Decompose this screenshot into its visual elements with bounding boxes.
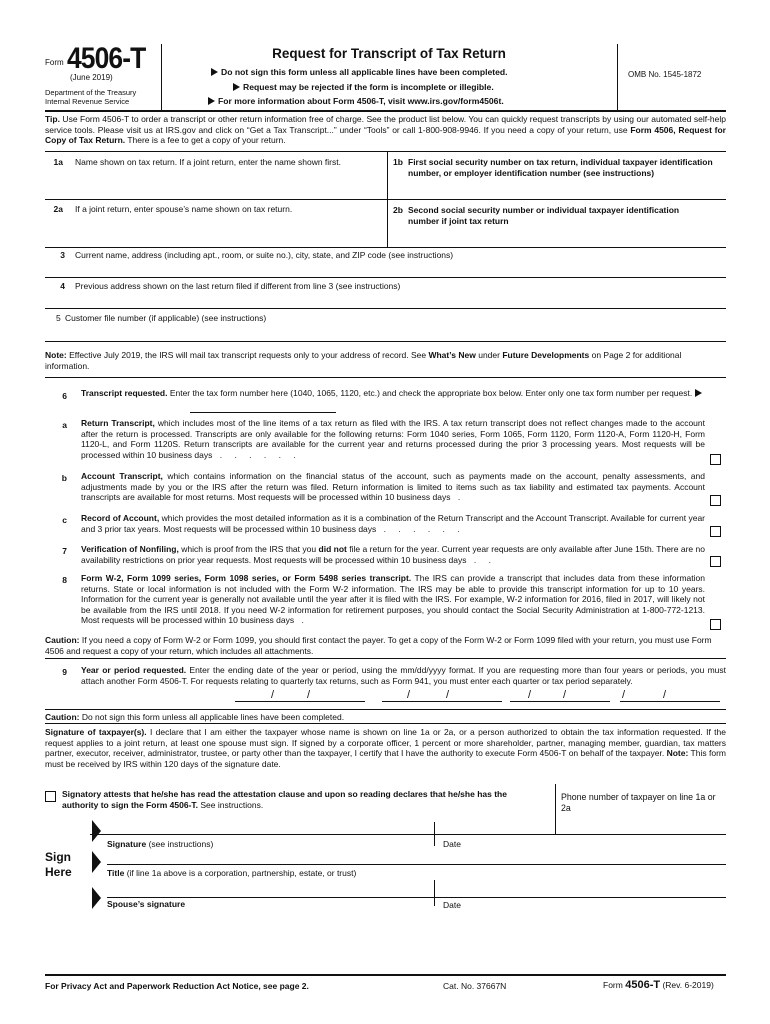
line-4-label: Previous address shown on the last return filed if different from line 3 (see instructions)	[75, 281, 401, 291]
period-2-input[interactable]	[382, 689, 502, 702]
line-1a-label: Name shown on tax return. If a joint return, enter the name shown first.	[75, 157, 341, 167]
signature-note-label: Note:	[666, 748, 689, 759]
spouse-date-input[interactable]	[443, 910, 723, 924]
line-6-text	[81, 388, 726, 399]
signature-note-text: This form must be received by IRS within 120 days of the signature date.	[45, 748, 726, 769]
line-9-number: 9	[62, 667, 67, 677]
form-page	[45, 44, 726, 1004]
nonfiling-label: Verification of Nonfiling,	[81, 544, 179, 554]
account-transcript-label: Account Transcript,	[81, 471, 163, 481]
signature-date-input[interactable]	[443, 822, 723, 836]
line-5-label: Customer file number (if applicable) (see instructions)	[65, 313, 267, 323]
attestation-tail: See instructions.	[198, 799, 264, 810]
date-slash: /	[622, 689, 626, 701]
year-period-body: Enter the ending date of the year or period, using the mm/dd/yyyy format. If you are requesting more than four years or periods, you must attach another Form 4506-T. For requests relating to quarterly tax returns, such as Form 941, you must enter each quarter or tax period separately.	[81, 665, 726, 686]
line-6b-text: Account Transcript, which contains information on the financial status of the account, such as payments made on the account, penalty assessments, and adjustments made by you or the IRS after the return was filed. Return information is limited to items such as tax liability and estimated tax payments. Account transcripts are available for most returns. Most requests will be processed within 10 business days .	[81, 471, 705, 503]
w2-transcript-checkbox[interactable]	[710, 619, 721, 630]
line-1a-input[interactable]	[75, 182, 385, 198]
date-slash: /	[307, 689, 311, 701]
line-6a-letter: a	[62, 420, 67, 430]
note-label: Note:	[45, 350, 67, 360]
line-1b-input[interactable]	[393, 182, 723, 198]
note-mid: under	[475, 350, 503, 360]
line-6-number: 6	[62, 391, 67, 401]
attestation-bold: Signatory attests that he/she has read the attestation clause and upon so reading declares that he/she has the authority to sign the Form 4506-T.	[62, 789, 507, 810]
nonfiling-body-2: file a return for the year. Current year requests are only available after June 15th. There are no availability restrictions on prior year requests. Most requests will be processed within 10 business days	[81, 544, 706, 565]
signature-arrow-icon	[92, 820, 101, 842]
instruction-bullet-3	[208, 96, 504, 106]
caution-sign-line	[45, 712, 344, 722]
signature-caption	[107, 839, 213, 849]
sign-here-label	[45, 850, 72, 880]
attestation-checkbox[interactable]	[45, 791, 56, 802]
note-paragraph	[45, 350, 726, 371]
tip-paragraph	[45, 114, 726, 146]
instruction-bullet-2	[233, 82, 494, 92]
line-6-body: Enter the tax form number here (1040, 1065, 1120, etc.) and check the appropriate box below. Enter only one tax form number per request.	[167, 388, 693, 398]
line-8-number: 8	[62, 575, 67, 585]
period-4-input[interactable]	[620, 689, 720, 702]
omb-number: OMB No. 1545-1872	[628, 70, 702, 79]
line-9-text	[81, 665, 726, 686]
form-revision: (June 2019)	[70, 73, 113, 82]
form-number: 4506-T	[67, 42, 146, 75]
title-caption-tail: (if line 1a above is a corporation, partnership, estate, or trust)	[124, 868, 357, 878]
signature-declaration	[45, 727, 726, 769]
line-6c-letter: c	[62, 515, 67, 525]
account-transcript-body: which contains information on the financial status of the account, such as payments made on the account, penalty assessments, and adjustments made by you or the IRS after the return was filed. Return information is limited to items such as tax liability and estimated tax payments. Account transcripts are available for most returns. Most requests will be processed within 10 business days	[81, 471, 705, 503]
arrow-icon	[695, 389, 702, 397]
line-4-input[interactable]	[75, 293, 723, 307]
line-3-input[interactable]	[75, 262, 723, 276]
footer-form-number: 4506-T	[625, 979, 661, 991]
line-5-input[interactable]	[75, 325, 723, 339]
line-3-number: 3	[60, 250, 65, 260]
caution-w2-paragraph	[45, 635, 726, 656]
arrow-icon	[211, 68, 218, 76]
tip-tail: There is a fee to get a copy of your return.	[125, 135, 286, 146]
account-transcript-checkbox[interactable]	[710, 495, 721, 506]
note-whats-new: What’s New	[428, 350, 476, 360]
line-1a-number: 1a	[53, 157, 63, 167]
date-slash: /	[446, 689, 450, 701]
return-transcript-checkbox[interactable]	[710, 454, 721, 465]
tip-label: Tip.	[45, 114, 60, 124]
footer-form-id	[603, 979, 714, 991]
signature-caption-tail: (see instructions)	[146, 839, 214, 849]
note-tail: on Page 2 for additional information.	[45, 350, 682, 371]
date-slash: /	[663, 689, 667, 701]
line-2b-label: Second social security number or individual taxpayer identification number if joint tax return	[408, 205, 680, 226]
w2-transcript-label: Form W-2, Form 1099 series, Form 1098 series, or Form 5498 series transcript.	[81, 573, 412, 583]
line-3-label: Current name, address (including apt., room, or suite no.), city, state, and ZIP code (see instructions)	[75, 250, 454, 260]
line-4-number: 4	[60, 281, 65, 291]
spouse-signature-caption: Spouse’s signature	[107, 899, 186, 909]
line-2b-number: 2b	[393, 205, 403, 215]
signature-label: Signature of taxpayer(s).	[45, 727, 147, 737]
note-text: Effective July 2019, the IRS will mail tax transcript requests only to your address of record. See	[66, 350, 429, 360]
line-6b-letter: b	[61, 473, 67, 483]
date-slash: /	[407, 689, 411, 701]
line-2a-number: 2a	[53, 204, 63, 214]
line-7-text: Verification of Nonfiling, which is proof from the IRS that you did not file a return for the year. Current year requests are only available after June 15th. There are no availability restrictions on prior year requests. Most requests will be processed within 10 business days . .	[81, 544, 706, 565]
return-transcript-body: which includes most of the line items of a tax return as filed with the IRS. A tax return transcript does not reflect changes made to the account after the return is processed. Transcripts are only available for the following returns: Form 1040 series, Form 1065, Form 1120, Form 1120-A, Form 1120-H, Form 1120-L, and Form 1120S. Return transcripts are available for the current year and returns processed during the prior 3 processing years. Most requests will be processed within 10 business days	[81, 418, 705, 460]
line-2b-input[interactable]	[393, 227, 723, 243]
bullet-1-text: Do not sign this form unless all applicable lines have been completed.	[221, 67, 508, 77]
nonfiling-body-1: which is proof from the IRS that you	[178, 544, 319, 554]
bullet-2-text: Request may be rejected if the form is incomplete or illegible.	[243, 82, 494, 92]
caution-label: Caution:	[45, 635, 80, 645]
signature-word: Signature	[107, 839, 147, 849]
phone-number-label: Phone number of taxpayer on line 1a or 2a	[561, 792, 716, 813]
instruction-bullet-1	[211, 67, 508, 77]
caution-text: Do not sign this form unless all applicable lines have been completed.	[79, 712, 345, 722]
form-word: Form	[45, 58, 64, 67]
title-arrow-icon	[92, 851, 101, 873]
catalog-number: Cat. No. 37667N	[443, 981, 507, 991]
signature-text: I declare that I am either the taxpayer whose name is shown on line 1a or 2a, or a person authorized to obtain the tax information requested. If the request applies to a joint return, at least one spouse must sign. If signed by a corporate officer, 1 percent or more shareholder, partner, managing member, guardian, tax matters partner, executor, receiver, administrator, trustee, or party other than the taxpayer, I certify that I have the authority to execute Form 4506-T on behalf of the taxpayer.	[45, 727, 726, 759]
record-of-account-checkbox[interactable]	[710, 526, 721, 537]
sign-word: Sign	[45, 850, 71, 864]
spouse-arrow-icon	[92, 887, 101, 909]
here-word: Here	[45, 865, 72, 879]
line-1b-label: First social security number on tax return, individual taxpayer identification number, or employer identification number (see instructions)	[408, 157, 713, 178]
bullet-3-text: For more information about Form 4506-T, visit www.irs.gov/form4506t.	[218, 96, 504, 106]
caution-text: If you need a copy of Form W-2 or Form 1099, you should first contact the payer. To get a copy of the Form W-2 or Form 1099 filed with your return, you must use Form 4506 and request a copy of your return, which includes all attachments.	[45, 635, 712, 656]
form-title: Request for Transcript of Tax Return	[272, 46, 506, 61]
line-6c-text: Record of Account, which provides the most detailed information as it is a combination of the Return Transcript and the Account Transcript. Available for current year and 3 prior tax years. Most requests will be processed within 10 business days . . . . . .	[81, 513, 706, 534]
w2-transcript-body: The IRS can provide a transcript that includes data from these information returns. State or local information is not included with the Form W-2 information. The IRS may be able to provide this transcript information for up to 10 years. Information for the current year is generally not available until the year after it is filed with the IRS. For example, W-2 information for 2016, filed in 2017, will likely not be available from the IRS until 2018. If you need W-2 information for retirement purposes, you should contact the Social Security Administration at 1-800-772-1213. Most requests will be processed within 10 business days	[81, 573, 705, 626]
tip-form-ref: Form 4506, Request for Copy of Tax Return.	[45, 124, 726, 146]
line-6a-text: Return Transcript, which includes most of the line items of a tax return as filed with the IRS. A tax return transcript does not reflect changes made to the account after the return is processed. Transcripts are only available for the following returns: Form 1040 series, Form 1065, Form 1120, Form 1120-A, Form 1120-H, Form 1120-L, and Form 1120S. Return transcripts are available for the current year and returns processed during the prior 3 processing years. Most requests will be processed within 10 business days . . . . . .	[81, 418, 705, 460]
attestation-text	[62, 789, 542, 810]
record-of-account-body: which provides the most detailed information as it is a combination of the Return Transcript and the Account Transcript. Available for current year and 3 prior tax years. Most requests will be processed within 10 business days	[81, 513, 706, 534]
title-caption	[107, 868, 356, 878]
period-1-input[interactable]	[235, 689, 365, 702]
return-transcript-label: Return Transcript,	[81, 418, 155, 428]
arrow-icon	[208, 97, 215, 105]
line-7-number: 7	[62, 546, 67, 556]
nonfiling-checkbox[interactable]	[710, 556, 721, 567]
line-2a-input[interactable]	[75, 227, 385, 243]
spouse-signature-input[interactable]	[107, 910, 432, 924]
caution-label: Caution:	[45, 712, 80, 722]
line-1b-number: 1b	[393, 157, 403, 167]
footer-form-word: Form	[603, 980, 623, 990]
date-caption: Date	[443, 839, 461, 849]
year-period-label: Year or period requested.	[81, 665, 187, 675]
date-slash: /	[271, 689, 275, 701]
privacy-notice: For Privacy Act and Paperwork Reduction Act Notice, see page 2.	[45, 981, 309, 991]
department-line2: Internal Revenue Service	[45, 97, 130, 106]
date-slash: /	[528, 689, 532, 701]
note-future-dev: Future Developments	[502, 350, 590, 360]
nonfiling-did-not: did not	[318, 544, 347, 554]
spouse-date-caption: Date	[443, 900, 461, 910]
line-8-text: Form W-2, Form 1099 series, Form 1098 series, or Form 5498 series transcript. The IRS can provide a transcript that includes data from these information returns. State or local information is not included with the Form W-2 information. The IRS may be able to provide this transcript information for up to 10 years. Information for the current year is generally not available until the year after it is filed with the IRS. For example, W-2 information for 2016, filed in 2017, will likely not be available from the IRS until 2018. If you need W-2 information for retirement purposes, you should contact the Social Security Administration at 1-800-772-1213. Most requests will be processed within 10 business days .	[81, 573, 705, 626]
department-line1: Department of the Treasury	[45, 88, 137, 97]
period-3-input[interactable]	[510, 689, 610, 702]
line-5-number: 5	[56, 313, 61, 323]
title-input[interactable]	[107, 880, 723, 894]
line-6-label: Transcript requested.	[81, 388, 168, 398]
footer-revision: (Rev. 6-2019)	[662, 980, 714, 990]
tax-form-number-input[interactable]	[190, 402, 336, 413]
tip-text: Use Form 4506-T to order a transcript or other return information free of charge. See the product list below. You can quickly request transcripts by using our automated self-help service tools. Please visit us at IRS.gov and click on “Get a Tax Transcript...” under “Tools” or call 1-800-908-9946. If you need a copy of your return, use	[45, 114, 726, 135]
signature-input[interactable]	[107, 822, 432, 834]
line-2a-label: If a joint return, enter spouse’s name shown on tax return.	[75, 204, 293, 214]
record-of-account-label: Record of Account,	[81, 513, 160, 523]
date-slash: /	[563, 689, 567, 701]
title-word: Title	[107, 868, 125, 878]
arrow-icon	[233, 83, 240, 91]
